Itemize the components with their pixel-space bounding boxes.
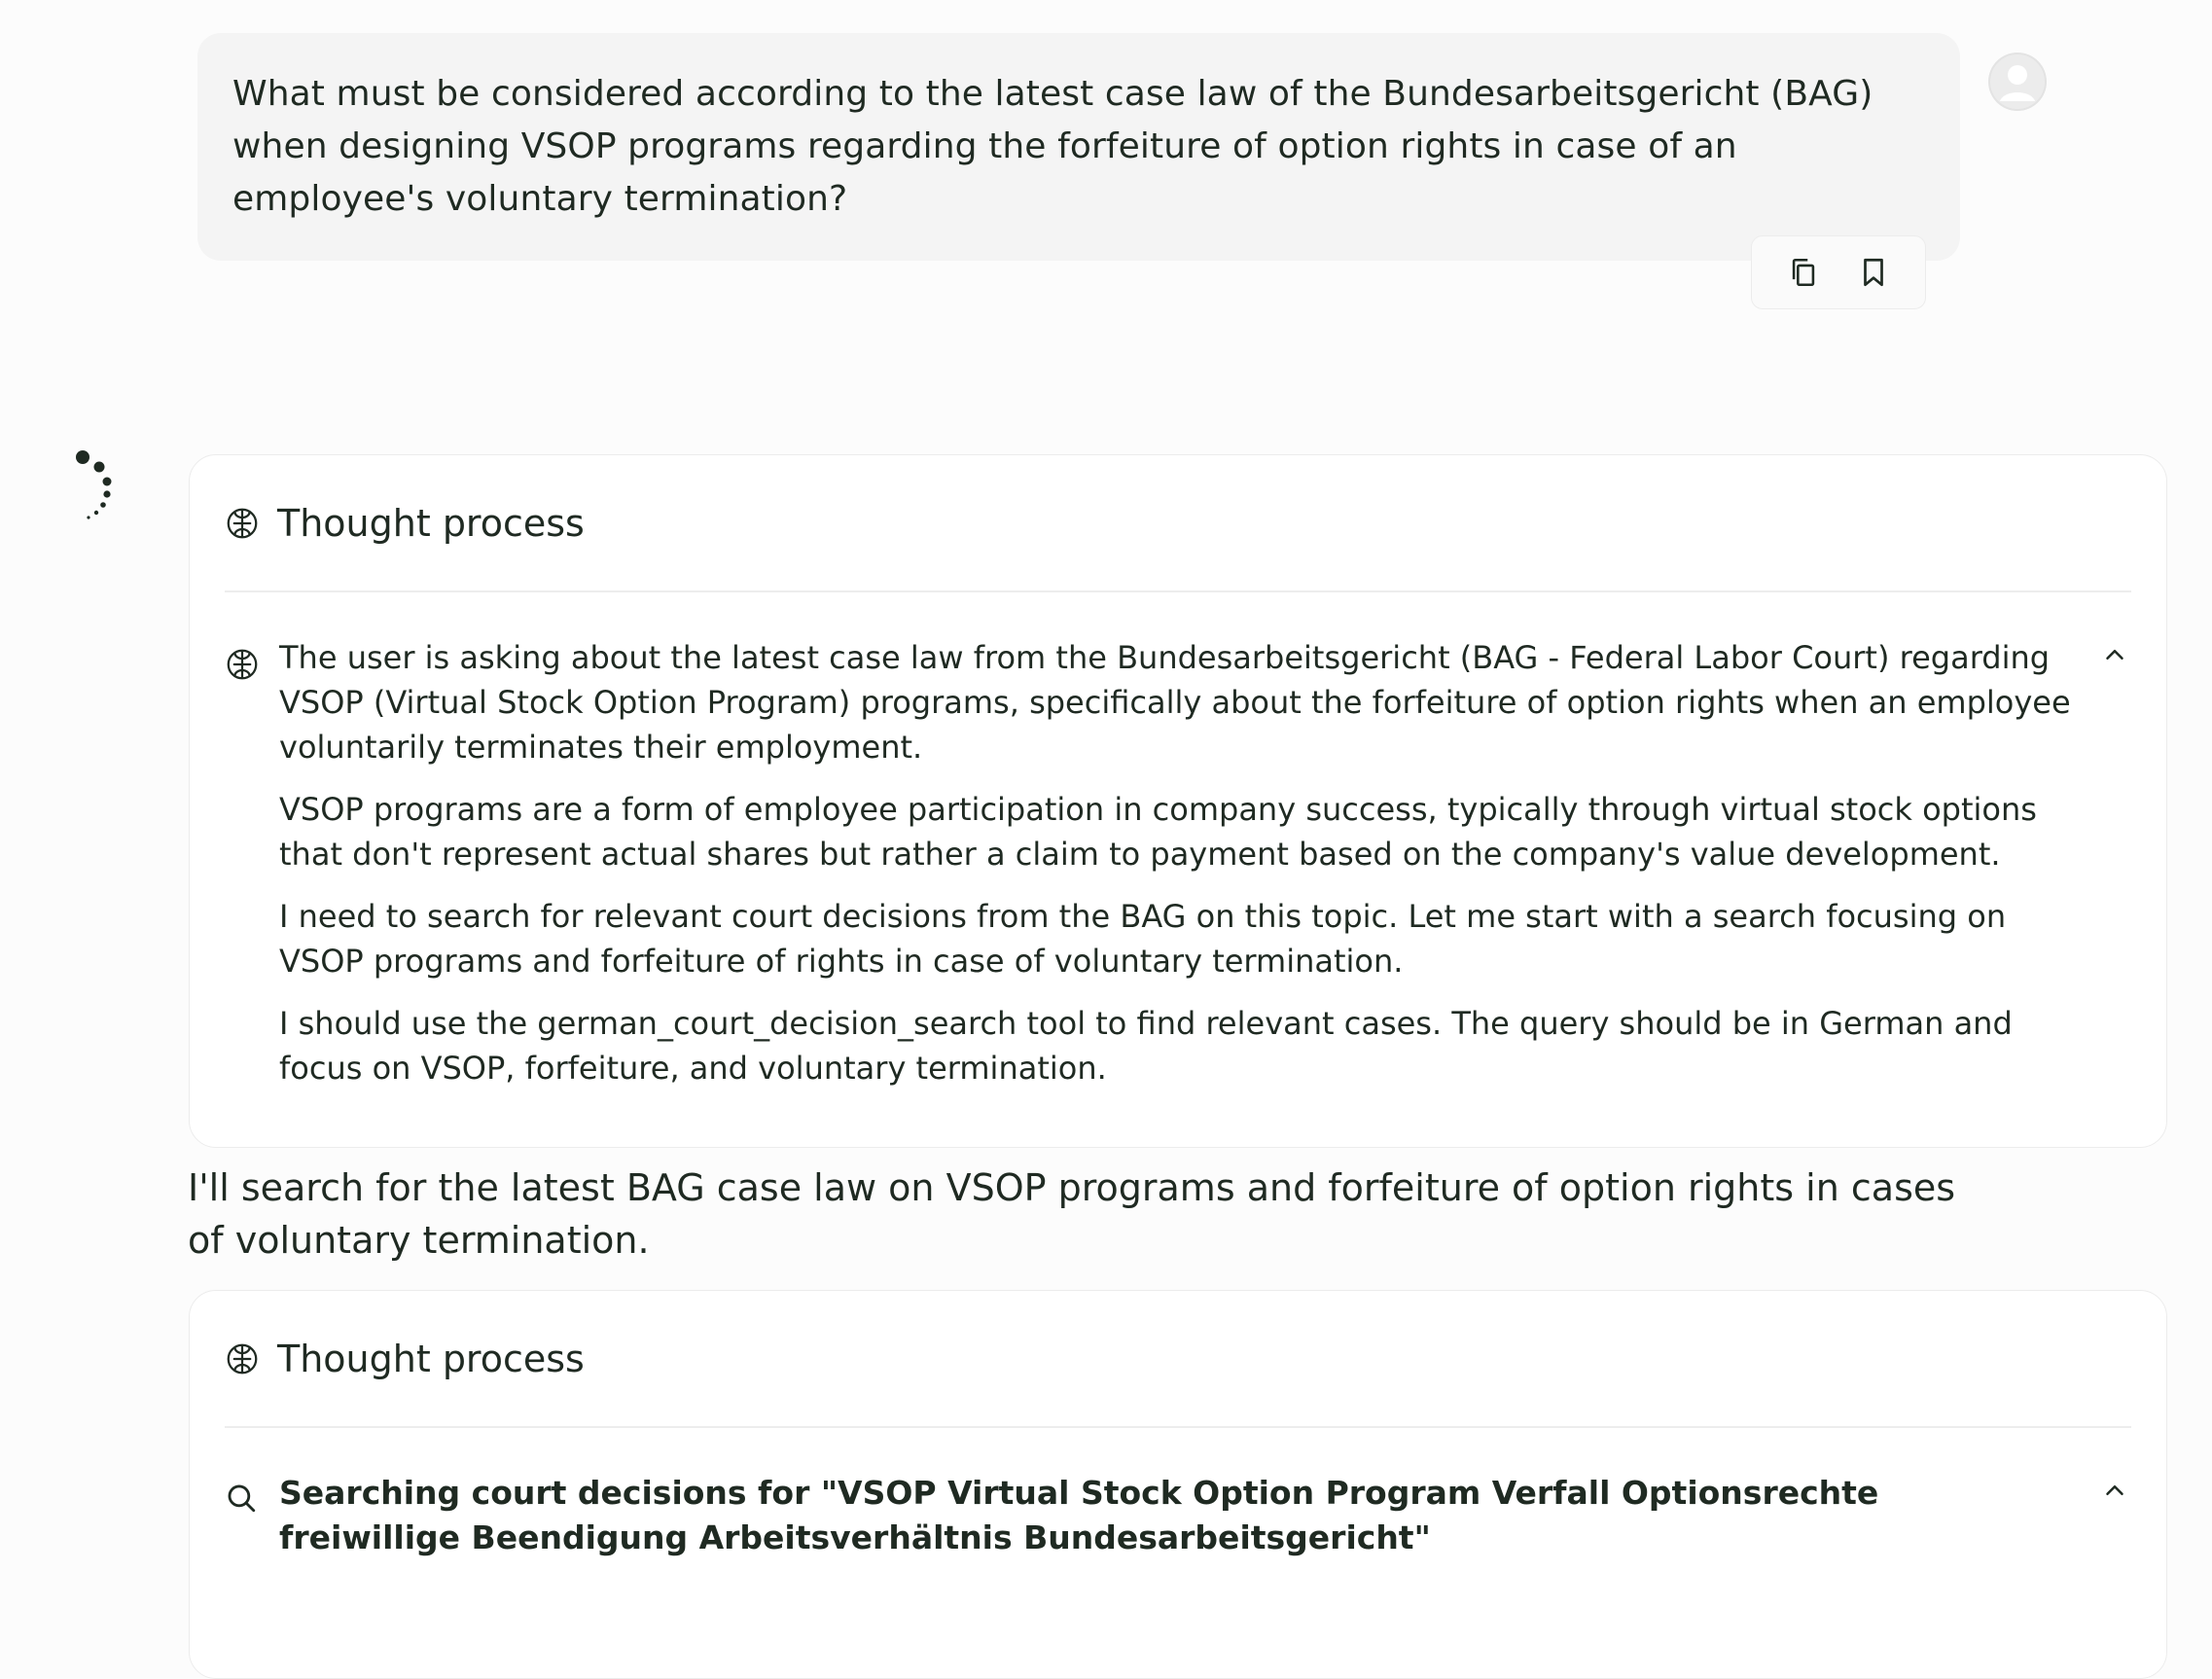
reasoning-paragraph: I need to search for relevant court decisions from the BAG on this topic. Let me start with a search focusing on VSOP programs and forfeiture of rights in case of voluntary termination. — [279, 898, 2007, 980]
thought-process-header[interactable] — [225, 1330, 2131, 1388]
search-icon — [225, 1482, 260, 1517]
reasoning-paragraph: VSOP programs are a form of employee participation in company success, typically through virtual stock options that don't represent actual shares but rather a claim to payment based on the company's value development. — [279, 791, 2037, 873]
copy-icon[interactable] — [1784, 253, 1823, 292]
assistant-message-text: I'll search for the latest BAG case law on VSOP programs and forfeiture of option rights in cases of voluntary termination. — [188, 1166, 1956, 1262]
brain-icon — [225, 506, 260, 541]
thought-process-title: Thought process — [277, 1338, 585, 1380]
reasoning-paragraph: I should use the german_court_decision_search tool to find relevant cases. The query should be in German and focus on VSOP, forfeiture, and voluntary termination. — [279, 1005, 2013, 1087]
loading-spinner-icon — [72, 446, 121, 523]
chevron-up-icon[interactable] — [2100, 640, 2129, 669]
search-query-text: Searching court decisions for "VSOP Virtual Stock Option Program Verfall Optionsrechte freiwillige Beendigung Arbeitsverhältnis Bundesarbeitsgericht" — [279, 1474, 1879, 1556]
user-message-bubble — [197, 33, 1960, 261]
user-avatar-icon[interactable] — [1988, 53, 2047, 111]
divider — [225, 1426, 2131, 1428]
bookmark-icon[interactable] — [1854, 253, 1893, 292]
thought-process-header[interactable] — [225, 494, 2131, 553]
reasoning-text — [279, 635, 2088, 1108]
reasoning-paragraph: The user is asking about the latest case law from the Bundesarbeitsgericht (BAG - Federal Labor Court) regarding VSOP (Virtual Stock Option Program) programs, specifically about the forfeiture of option rights when an employee voluntarily terminates their employment. — [279, 639, 2071, 766]
thought-process-card — [189, 454, 2167, 1148]
message-actions — [1751, 235, 1926, 309]
brain-icon — [225, 647, 260, 682]
chevron-up-icon[interactable] — [2100, 1476, 2129, 1505]
thought-process-title: Thought process — [277, 502, 585, 545]
divider — [225, 590, 2131, 592]
user-message-text: What must be considered according to the latest case law of the Bundesarbeitsgericht (BAG) when designing VSOP programs regarding the forfeiture of option rights in case of an employee's voluntary termination? — [232, 74, 1873, 219]
brain-icon — [225, 1341, 260, 1376]
thought-process-card — [189, 1290, 2167, 1679]
